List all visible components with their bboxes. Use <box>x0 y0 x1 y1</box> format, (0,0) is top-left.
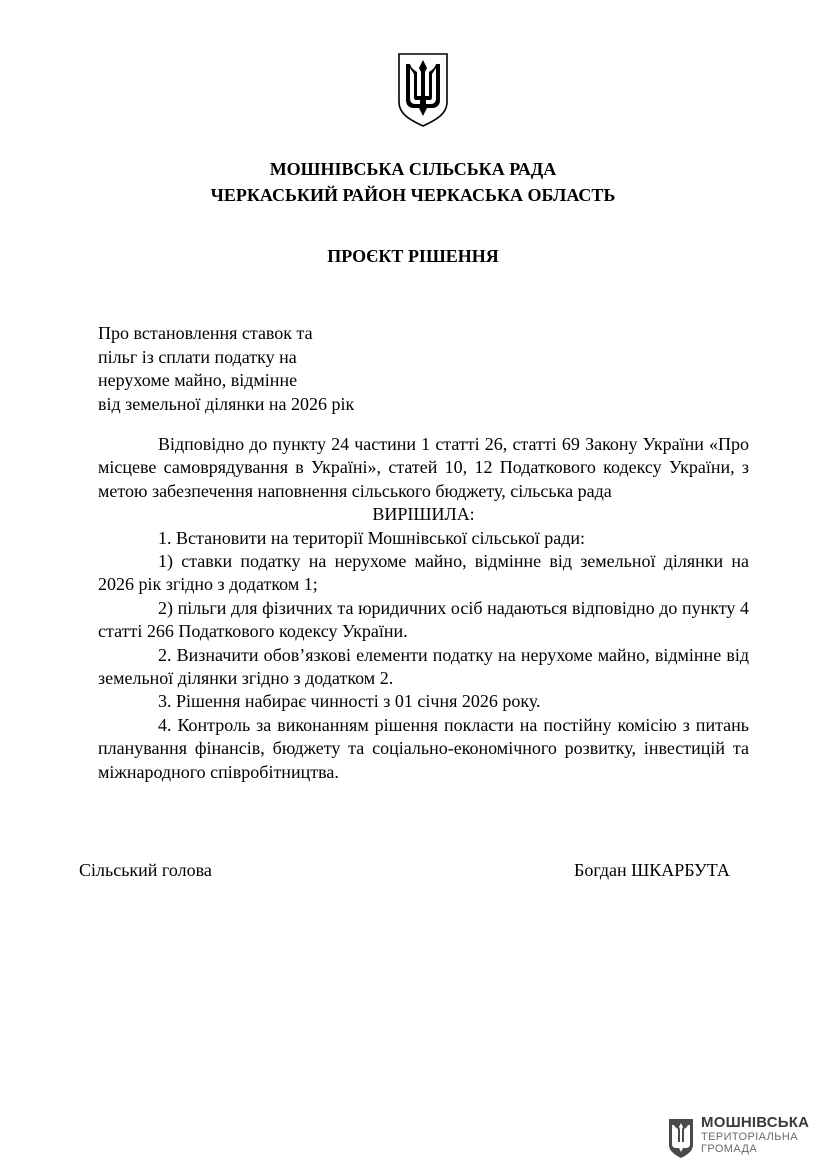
subject-line: нерухоме майно, відмінне <box>98 370 298 390</box>
logo-subtitle-line: ГРОМАДА <box>701 1143 758 1155</box>
subject-line: пільг із сплати податку на <box>98 346 297 367</box>
decision-item: 3. Рішення набирає чинності з 01 січня 2026 року. <box>158 691 541 712</box>
decided-heading: ВИРІШИЛА: <box>372 504 475 525</box>
decision-item: 2) пільги для фізичних та юридичних осіб надаються відповідно до пункту 4 статті 266 Податкового кодексу України. <box>98 597 749 642</box>
council-name: МОШНІВСЬКА СІЛЬСЬКА РАДА <box>269 159 557 179</box>
document-title: ПРОЄКТ РІШЕННЯ <box>327 246 499 266</box>
trident-logo-icon <box>667 1117 695 1159</box>
signatory-name: Богдан ШКАРБУТА <box>574 860 730 880</box>
logo-subtitle-line: ТЕРИТОРІАЛЬНА <box>701 1131 798 1143</box>
subject-line: від земельної ділянки на 2026 рік <box>98 393 355 414</box>
logo-text <box>701 1115 809 1155</box>
district-name: ЧЕРКАСЬКИЙ РАЙОН ЧЕРКАСЬКА ОБЛАСТЬ <box>210 185 616 205</box>
subject-line: Про встановлення ставок та <box>98 323 313 343</box>
community-logo <box>667 1114 810 1163</box>
decision-item: 1. Встановити на території Мошнівської сільської ради: <box>158 527 586 548</box>
preamble-paragraph: Відповідно до пункту 24 частини 1 статті 26, статті 69 Закону України «Про місцеве самоврядування в Україні», статей 10, 12 Податкового кодексу України, з метою забезпечення наповнення сільського бюджету, сільська рада <box>98 434 749 501</box>
decision-body <box>98 433 749 784</box>
trident-emblem-icon <box>396 50 450 128</box>
decision-subject <box>98 322 418 416</box>
decision-item: 4. Контроль за виконанням рішення покласти на постійну комісію з питань планування фінансів, бюджету та соціально-економічного розвитку, інвестицій та міжнародного співробітництва. <box>98 714 749 782</box>
logo-name: МОШНІВСЬКА <box>701 1114 810 1131</box>
signatory-position: Сільський голова <box>79 860 212 880</box>
decision-item: 1) ставки податку на нерухоме майно, відмінне від земельної ділянки на 2026 рік згідно з додатком 1; <box>98 551 749 595</box>
decision-item: 2. Визначити обов’язкові елементи податку на нерухоме майно, відмінне від земельної ділянки згідно з додатком 2. <box>98 644 749 689</box>
